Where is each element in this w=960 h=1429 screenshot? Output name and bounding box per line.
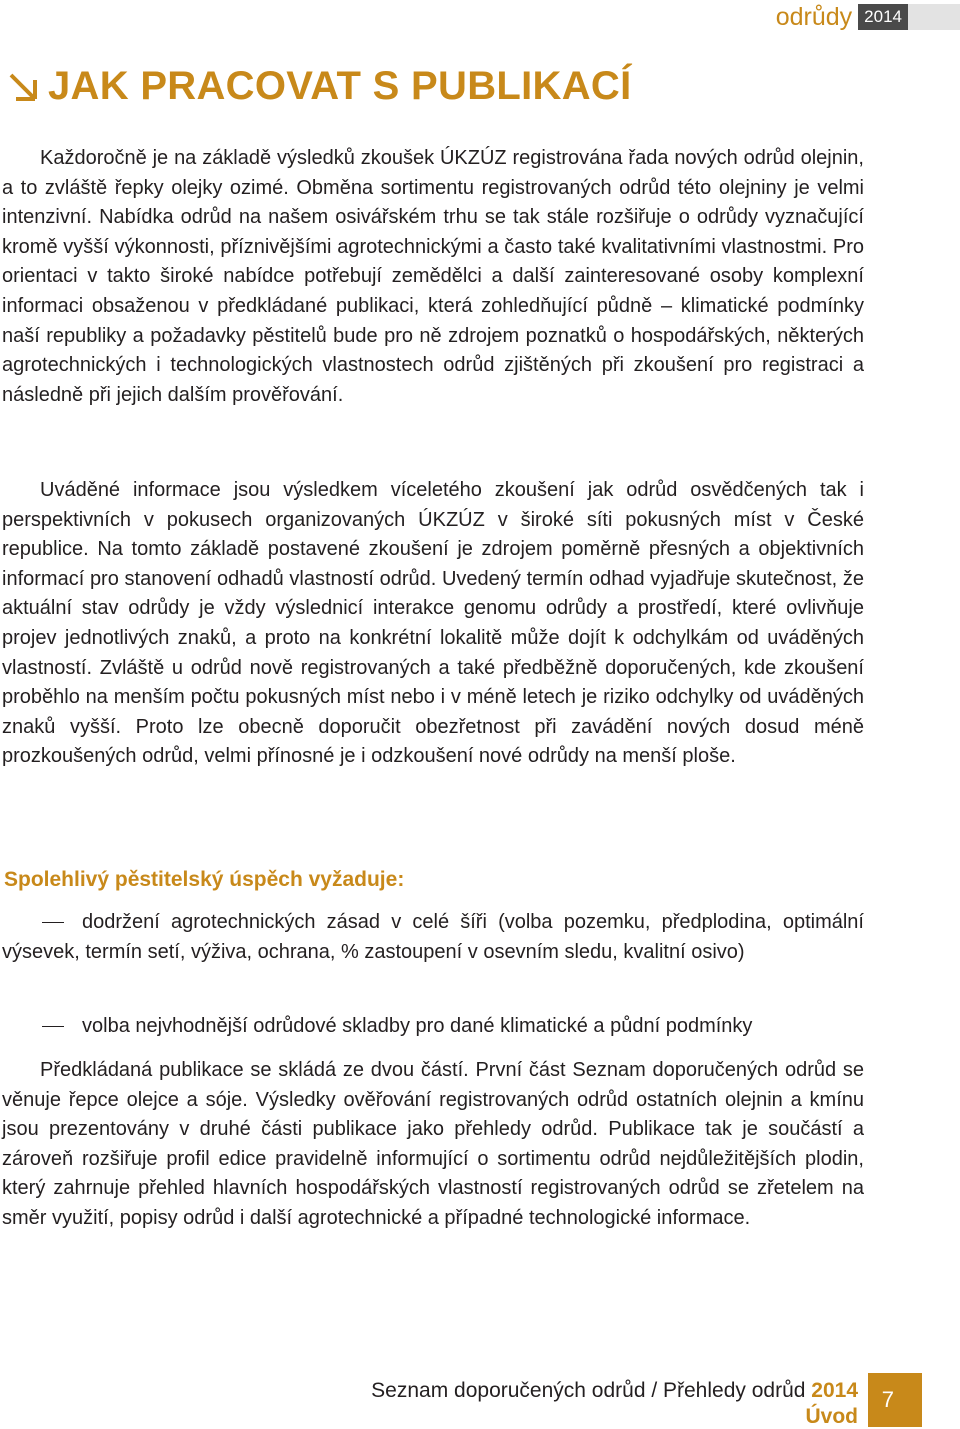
footer-publication	[371, 1379, 858, 1403]
list-item	[2, 1012, 864, 1042]
list-item-text: dodržení agrotechnických zásad v celé šíři (volba pozemku, předplodina, optimální výsevek, termín setí, výživa, ochrana, % zastoupení v osevním sledu, kvalitní osivo)	[2, 911, 864, 963]
section-heading: Spolehlivý pěstitelský úspěch vyžaduje:	[4, 868, 405, 891]
footer-section: Úvod	[805, 1405, 858, 1428]
arrow-right-icon	[928, 1391, 946, 1405]
paragraph-information: Uváděné informace jsou výsledkem víceletého zkoušení jak odrůd osvědčených tak i perspektivních v pokusech organizovaných ÚKZÚZ v široké síti pokusných míst v České republice. Na tomto základě postavené zkoušení je zdrojem poměrně přesných a objektivních informací pro stanovení odhadů vlastností odrůd. Uvedený termín odhad vyjadřuje skutečnost, že aktuální stav odrůdy je vždy výslednicí interakce genomu odrůdy a prostředí, které ovlivňuje projev jednotlivých znaků, a proto na konkrétní lokalitě může dojít k odchylkám od uváděných vlastností. Zvláště u odrůd nově registrovaných a také předběžně doporučených, kde zkoušení proběhlo na menším počtu pokusných míst nebo i v méně letech je riziko odchylky od uváděných znaků vyšší. Proto lze obecně doporučit obezřetnost při zavádění nových dosud méně prozkoušených odrůd, velmi přínosné je i odzkoušení nové odrůdy na menší ploše.	[2, 479, 864, 768]
brand-year: 2014	[858, 4, 908, 30]
list-item	[2, 908, 864, 967]
page-number-box	[868, 1373, 922, 1427]
footer-publication-title: Seznam doporučených odrůd / Přehledy odrůd	[371, 1379, 806, 1402]
page-title: JAK PRACOVAT S PUBLIKACÍ	[48, 64, 632, 108]
header-brand	[776, 0, 960, 34]
page-number: 7	[881, 1387, 894, 1412]
paragraph-structure: Předkládaná publikace se skládá ze dvou částí. První část Seznam doporučených odrůd se věnuje řepce olejce a sóje. Výsledky ověřování registrovaných odrůd ostatních olejnin a kmínu jsou prezentovány v druhé části publikace jako přehledy odrůd. Publikace tak je součástí a zároveň rozšiřuje profil edice pravidelně informující o sortimentu odrůd nejdůležitějších plodin, který zahrnuje přehled hlavních hospodářských vlastností registrovaných odrůd se zřetelem na směr využití, popisy odrůd i další agrotechnické a případné technologické informace.	[2, 1059, 864, 1229]
dash-icon	[42, 922, 64, 923]
dash-icon	[42, 1026, 64, 1027]
paragraph-intro: Každoročně je na základě výsledků zkoušek ÚKZÚZ registrována řada nových odrůd olejnin, a to zvláště řepky olejky ozimé. Obměna sortimentu registrovaných odrůd této olejniny je velmi intenzivní. Nabídka odrůd na našem osivářském trhu se tak stále rozšiřuje o odrůdy vyznačující kromě vyšší výkonnosti, příznivějšími agrotechnickými a často také kvalitativními vlastnostmi. Pro orientaci v takto široké nabídce potřebují zemědělci a další zainteresované osoby komplexní informaci obsaženou v předkládané publikaci, která zohledňující půdně – klimatické podmínky naší republiky a požadavky pěstitelů bude pro ně zdrojem poznatků o hospodářských, některých agrotechnických i technologických vlastnostech odrůd zjištěných při zkoušení pro registraci a následně při jejich dalším prověřování.	[2, 147, 864, 406]
brand-name: odrůdy	[775, 2, 853, 31]
title-row	[6, 64, 632, 109]
brand-decor-bar	[908, 4, 960, 30]
list-item-text: volba nejvhodnější odrůdové skladby pro dané klimatické a půdní podmínky	[82, 1015, 753, 1037]
footer-year: 2014	[811, 1379, 858, 1402]
page-footer	[0, 1367, 960, 1427]
arrow-down-right-icon	[6, 70, 40, 104]
